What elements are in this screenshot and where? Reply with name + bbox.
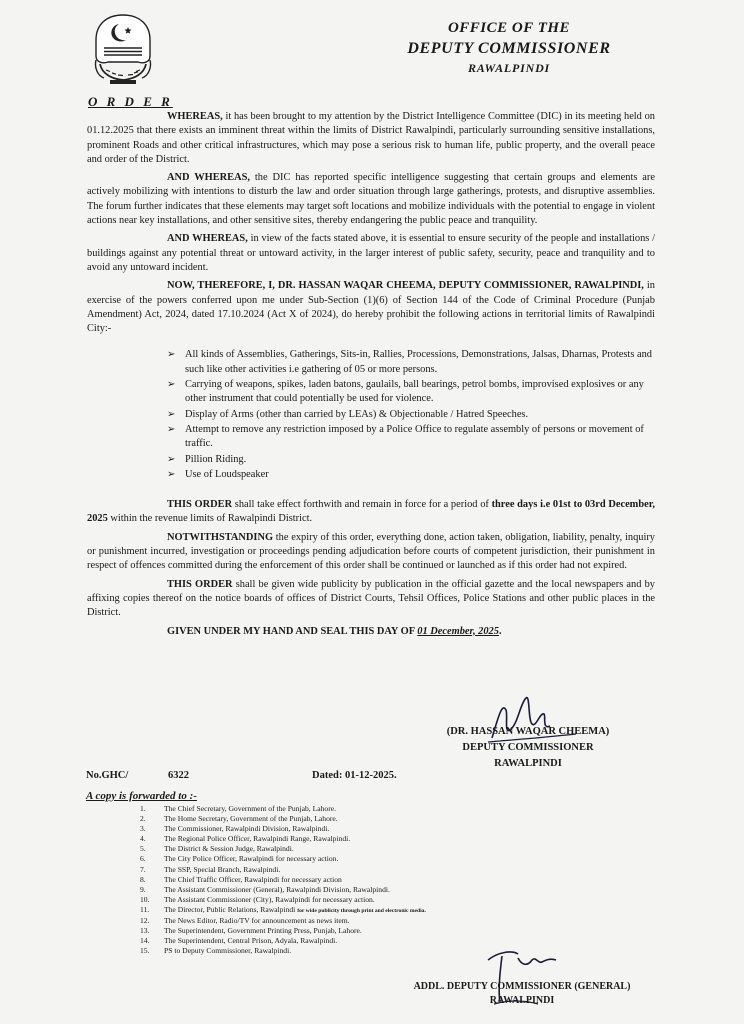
copy-item-number: 1. [140,804,146,813]
paragraph-lead: WHEREAS, [167,111,223,122]
paragraph-lead: AND WHEREAS, [167,172,250,184]
order-title: O R D E R [88,94,173,109]
copy-item-number: 10. [140,894,150,904]
copy-item-text: The Chief Secretary, Government of the Punjab, Lahore. [164,804,336,813]
copy-item-text: The Superintendent, Government Printing Press, Punjab, Lahore. [164,926,362,936]
copy-item-number: 9. [140,884,146,894]
prohibition-item [167,348,655,377]
copy-item-text: The Superintendent, Central Prison, Adyala, Rawalpindi. [164,936,338,946]
paragraph-text: in exercise of the powers conferred upon me under Sub-Section (1)(6) of Section 144 of the Code of Criminal Procedure (Punjab Amendment) Act, 2024, dated 17.10.2024 (Act X of 2024), do hereby prohibit the following actions in territorial limits of Rawalpindi City:- [87,280,655,335]
copy-item-number: 3. [140,824,146,834]
paragraph-effect [87,498,655,527]
copy-list-item [140,865,560,875]
signatory-block [438,724,618,772]
arrow-bullet-icon: ➢ [167,349,176,361]
reference-date: Dated: 01-12-2025. [312,770,397,781]
copy-list [140,804,560,956]
given-text: GIVEN UNDER MY HAND AND SEAL THIS DAY OF [167,625,418,637]
copy-list-item [140,804,560,814]
office-heading [404,18,614,77]
copy-item-text: The City Police Officer, Rawalpindi for necessary action. [164,854,339,864]
addl-place: RAWALPINDI [489,995,555,1006]
copy-item-text: The Commissioner, Rawalpindi Division, Rawalpindi. [164,824,330,834]
copy-item-number: 8. [140,874,146,884]
signatory-place: RAWALPINDI [494,758,562,769]
copy-item-number: 14. [140,936,150,946]
signatory-name: (DR. HASSAN WAQAR CHEEMA) [446,726,610,737]
paragraph-lead: THIS ORDER [167,578,233,590]
signatory-title: DEPUTY COMMISSIONER [462,742,594,753]
copy-list-item [140,895,560,905]
copy-item-number: 12. [140,916,150,926]
paragraph-text: shall take effect forthwith and remain in force for a period of [232,499,492,511]
copy-item-number: 5. [140,844,146,854]
arrow-bullet-icon: ➢ [167,468,176,480]
copy-list-item [140,885,560,895]
paragraph-and-whereas-1 [87,171,655,228]
prohibition-text: All kinds of Assemblies, Gatherings, Sits-in, Rallies, Processions, Demonstrations, Jalsas, Dharnas, Protests and such like other activities i.e gathering of 05 or more persons. [185,349,652,375]
prohibition-item [167,408,655,422]
prohibition-item [167,468,655,482]
paragraph-notwithstanding [87,531,655,574]
prohibition-item [167,378,655,407]
copy-item-text: PS to Deputy Commissioner, Rawalpindi. [164,946,292,956]
prohibition-item [167,423,655,452]
copy-item-text: The Assistant Commissioner (General), Rawalpindi Division, Rawalpindi. [164,884,390,894]
copy-item-text: The News Editor, Radio/TV for announcement as news item. [164,916,350,926]
copy-item-text: The Assistant Commissioner (City), Rawalpindi for necessary action. [164,894,375,904]
copy-list-item [140,844,560,854]
copy-list-item [140,926,560,936]
reference-no-label: No.GHC/ [86,770,129,781]
given-under-hand [87,625,655,639]
copy-list-item [140,905,560,916]
effective-period: three days i.e 01st to 03rd December, 2025 [87,499,655,525]
copy-item-number: 11. [140,904,150,914]
paragraph-now-therefore [87,279,655,336]
copy-list-item [140,854,560,864]
copy-item-text: The Home Secretary, Government of the Punjab, Lahore. [164,814,338,824]
copy-item-number: 7. [140,864,146,874]
arrow-bullet-icon: ➢ [167,408,176,420]
copy-item-number: 13. [140,926,150,936]
paragraph-lead: NOW, THEREFORE, I, DR. HASSAN WAQAR CHEEMA, DEPUTY COMMISSIONER, RAWALPINDI, [167,280,644,292]
paragraph-text: shall be given wide publicity by publication in the official gazette and the local newspapers and by affixing copies thereof on the notice boards of offices of District Courts, Tehsil Offices, Police Stations and other public places in the District. [87,578,655,619]
copy-item-text: The Director, Public Relations, Rawalpindi [164,904,298,914]
given-suffix: . [498,625,502,637]
paragraph-lead: THIS ORDER [167,499,233,511]
paragraph-text: it has been brought to my attention by the District Intelligence Committee (DIC) in its meeting held on 01.12.2025 that there exists an imminent threat within the limits of District Rawalpindi, particularly surrounding sensitive installations, prominent Roads and other critical infrastructures, which may pose a serious risk to human life, public property, and the overall peace and order of the District. [87,111,655,165]
arrow-bullet-icon: ➢ [167,423,176,435]
paragraph-text: the DIC has reported specific intelligence suggesting that certain groups and elements are actively mobilizing with intentions to disturb the law and order situation through large gatherings, protests, and disruptive assemblies. The forum further indicates that these elements may target soft locations and mobilize individuals with the potential to engage in violent actions near key installations, and other sensitive sites, thereby endangering the public peace and tranquility. [87,172,655,227]
punjab-emblem-icon [92,12,154,86]
copy-item-number: 2. [140,814,146,824]
prohibition-text: Attempt to remove any restriction imposed by a Police Office to regulate assembly of persons or movement of traffic. [185,423,644,450]
copy-heading: A copy is forwarded to :- [86,790,197,802]
addl-title: ADDL. DEPUTY COMMISSIONER (GENERAL) [413,981,631,992]
copy-list-item [140,834,560,844]
copy-item-number: 6. [140,854,146,864]
office-line3: RAWALPINDI [467,61,551,75]
paragraph-and-whereas-2 [87,232,655,275]
office-line1: OFFICE OF THE [447,20,571,36]
office-line2: DEPUTY COMMISSIONER [407,40,611,57]
copy-item-text: The Chief Traffic Officer, Rawalpindi for necessary action [164,874,342,884]
reference-number: 6322 [168,770,189,781]
copy-list-item [140,814,560,824]
paragraph-publicity [87,578,655,621]
copy-item-note: for wide publicity through print and electronic media. [297,907,426,914]
paragraph-lead: AND WHEREAS, [167,233,248,245]
copy-list-item [140,916,560,926]
paragraph-whereas [87,110,655,167]
copy-item-number: 15. [140,946,150,956]
paragraph-lead: NOTWITHSTANDING [167,531,274,543]
prohibition-text: Carrying of weapons, spikes, laden batons, gaulails, ball bearings, petrol bombs, improvised explosives or any other instrument that could potentially be used for violence. [185,379,644,405]
paragraph-text: the expiry of this order, everything done, action taken, obligation, liability, penalty, inquiry or punishment incurred, investigation or proceedings pending adjudication before courts of competent jurisdiction, their punishment in respect of offences committed during the enforcement of this order shall be continued or launched as if this order had not expired. [87,531,655,572]
paragraph-text: in view of the facts stated above, it is essential to ensure security of the people and installations / buildings against any potential threat or untoward activity, in the larger interest of public safety, security, peace and tranquility and to avoid any untoward incident. [87,233,655,273]
prohibition-item [167,453,655,467]
prohibition-text: Pillion Riding. [185,453,247,465]
copy-item-text: The SSP, Special Branch, Rawalpindi. [164,864,281,874]
copy-item-text: The Regional Police Officer, Rawalpindi Range, Rawalpindi. [164,834,351,844]
copy-list-item [140,875,560,885]
copy-item-number: 4. [140,834,146,844]
copy-item-text: The District & Session Judge, Rawalpindi. [164,844,294,854]
copy-list-item [140,824,560,834]
prohibition-text: Use of Loudspeaker [185,468,269,480]
addl-commissioner-block [392,980,652,1008]
arrow-bullet-icon: ➢ [167,379,176,391]
order-body [87,110,655,643]
prohibition-list [167,348,655,482]
arrow-bullet-icon: ➢ [167,453,176,465]
paragraph-text: within the revenue limits of Rawalpindi District. [107,513,313,525]
prohibition-text: Display of Arms (other than carried by LEAs) & Objectionable / Hatred Speeches. [185,408,529,420]
given-date: 01 December, 2025 [417,625,499,637]
